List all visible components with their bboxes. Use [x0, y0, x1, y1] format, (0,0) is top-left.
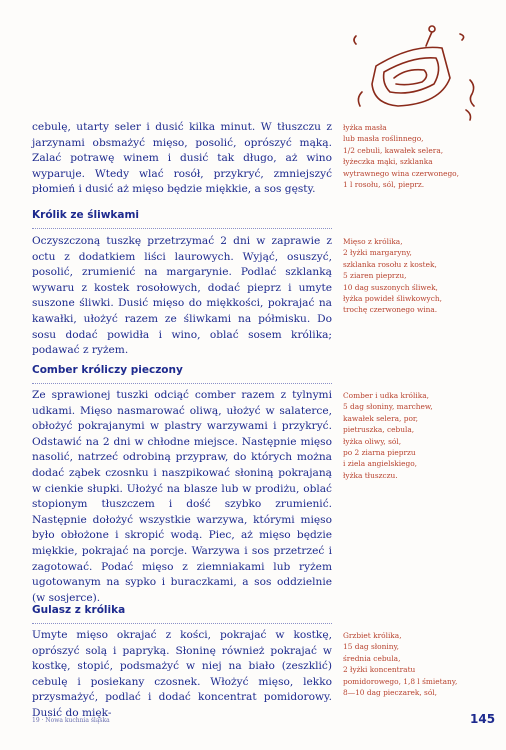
ingredient-line: łyżka masła: [343, 123, 387, 132]
intro-ingredients: [343, 122, 493, 190]
rabbit-dish-illustration: [342, 22, 492, 126]
ingredient-line: łyżeczka mąki, szklanka: [343, 157, 433, 167]
gulasz-ingredients: [343, 630, 493, 698]
ingredient-line: łyżka oliwy, sól,: [343, 436, 402, 446]
ingredient-line: kawałek selera, por,: [343, 413, 419, 423]
section-divider: [32, 623, 332, 624]
ingredient-line: Mięso z królika,: [343, 237, 403, 246]
ingredient-line: szklanka rosołu z kostek,: [343, 259, 437, 269]
ingredient-line: 10 dag suszonych śliwek,: [343, 282, 438, 292]
ingredient-line: pietruszka, cebula,: [343, 425, 415, 435]
intro-paragraph: cebulę, utarty seler i dusić kilka minut. W tłuszczu z jarzynami obsmażyć mięso, posolić, oprószyć mąką. Zalać potrawę winem i dusić tak długo, aż wino wyparuje. Wtedy wlać rosół, przykryć, zmniejszyć płomień i dusić aż mięso będzie miękkie, a sos gęsty.: [32, 121, 332, 196]
intro-text-block: [32, 120, 332, 198]
comber-ingredients: [343, 390, 493, 481]
ingredient-line: Grzbiet królika,: [343, 631, 402, 640]
ingredient-line: średnia cebula,: [343, 653, 401, 663]
ingredient-line: 5 dag słoniny, marchew,: [343, 402, 433, 412]
ingredient-line: Comber i udka królika,: [343, 391, 429, 400]
recipe-paragraph: Oczyszczoną tuszkę przetrzymać 2 dni w zaprawie z octu z dodatkiem liści laurowych. Wyjąć, osuszyć, posolić, zrumienić na margarynie. Podlać szklanką wywaru z kostek rosołowych, dodać pieprz i umyte suszone śliwki. Dusić mięso do miękkości, pokrajać na kawałki, ułożyć razem ze śliwkami na półmisku. Do sosu dodać powidła i wino, oblać sosem królika; podawać z ryżem.: [32, 235, 332, 357]
ingredient-line: trochę czerwonego wina.: [343, 305, 438, 315]
ingredient-line: łyżka powideł śliwkowych,: [343, 294, 442, 304]
krolik-ze-sliwkami-text-block: [32, 234, 332, 359]
ingredient-line: 2 łyżki margaryny,: [343, 248, 412, 258]
recipe-title-krolik-ze-sliwkami: Królik ze śliwkami: [32, 209, 140, 221]
section-divider: [32, 228, 332, 229]
gulasz-text-block: [32, 628, 332, 722]
ingredient-line: wytrawnego wina czerwonego,: [343, 168, 459, 178]
comber-text-block: [32, 388, 332, 606]
page-number: 145: [470, 712, 496, 726]
recipe-paragraph: Umyte mięso okrajać z kości, pokrajać w kostkę, oprószyć solą i papryką. Słoninę również pokrajać w kostkę, stopić, podsmażyć w niej na biało (zeszklić) cebulę i posiekany czosnek. Włożyć mięso, lekko przysmażyć, podlać i dodać koncentrat pomidorowy. Dusić do mięk-: [32, 629, 332, 719]
recipe-title-comber: Comber króliczy pieczony: [32, 364, 183, 376]
ingredient-line: i ziela angielskiego,: [343, 459, 418, 469]
ingredient-line: po 2 ziarna pieprzu: [343, 448, 416, 458]
ingredient-line: 1/2 cebuli, kawałek selera,: [343, 145, 444, 155]
ingredient-line: pomidorowego, 1,8 l śmietany,: [343, 676, 458, 686]
recipe-paragraph: Ze sprawionej tuszki odciąć comber razem z tylnymi udkami. Mięso nasmarować oliwą, ułożyć w salaterce, obłożyć pokrajanymi w plastry warzywami i przykryć. Odstawić na 2 dni w chłodne miejsce. Następnie mięso nasolić, natrzeć odrobiną przypraw, do których można dodać ząbek czosnku i naszpikować słoniną pokrajaną w cienkie słupki. Ułożyć na blasze lub w prodiżu, oblać stopionym tłuszczem i dość szybko zrumienić. Następnie dołożyć wszystkie warzywa, którymi mięso było obłożone i skropić wodą. Piec, aż mięso będzie miękkie, pokrajać na porcje. Warzywa i sos przetrzeć i zagotować. Podać mięso z ziemniakami lub ryżem ugotowanym na sypko i buraczkami, a sos oddzielnie (w sosjerce).: [32, 389, 332, 604]
section-divider: [32, 383, 332, 384]
ingredient-line: 8—10 dag pieczarek, sól,: [343, 688, 438, 698]
ingredient-line: 1 l rosołu, sól, pieprz.: [343, 180, 425, 190]
footer-book-title: 19 · Nowa kuchnia śląska: [32, 717, 110, 724]
ingredient-line: łyżka tłuszczu.: [343, 470, 398, 480]
ingredient-line: 5 ziaren pieprzu,: [343, 271, 407, 281]
ingredient-line: 15 dag słoniny,: [343, 642, 400, 652]
recipe-title-gulasz: Gulasz z królika: [32, 604, 126, 616]
ingredient-line: lub masła roślinnego,: [343, 134, 424, 144]
ingredient-line: 2 łyżki koncentratu: [343, 665, 416, 675]
krolik-ze-sliwkami-ingredients: [343, 236, 493, 316]
